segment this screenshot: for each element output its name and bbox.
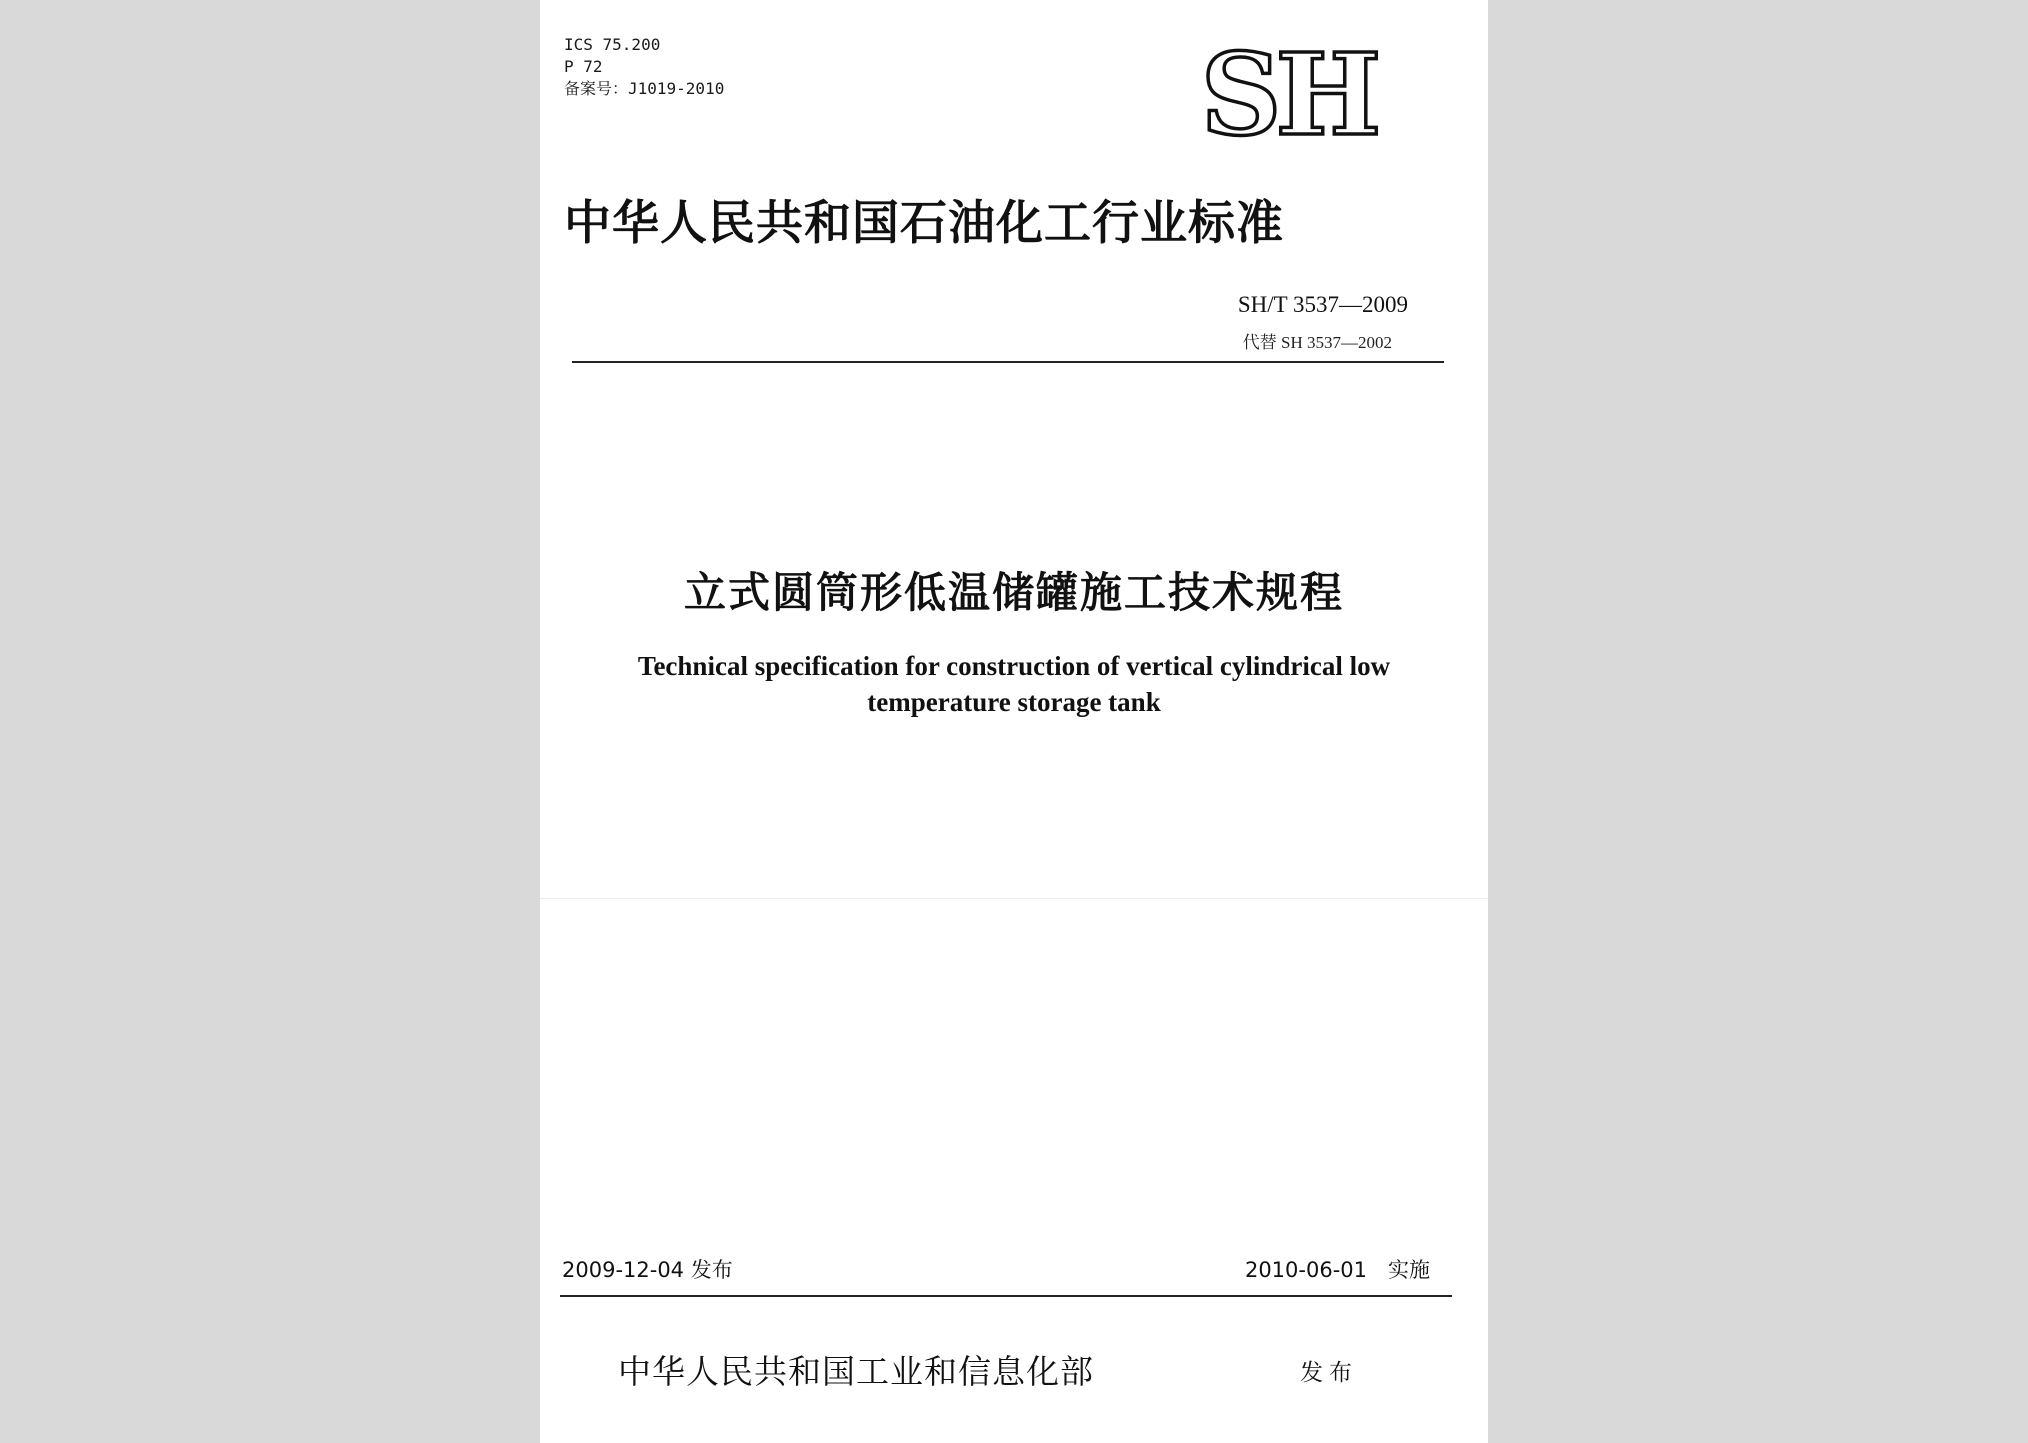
- issuing-authority: 中华人民共和国工业和信息化部: [618, 1352, 1094, 1391]
- ccs-code: P 72: [564, 57, 603, 76]
- sh-logo: [1176, 38, 1396, 148]
- classification-block: [564, 34, 724, 100]
- issuing-action: 发布: [1300, 1360, 1358, 1386]
- replaces-standard: 代替 SH 3537—2002: [1242, 333, 1392, 352]
- english-title-line-1: Technical specification for construction of vertical cylindrical low: [637, 651, 1391, 681]
- scan-fold-line: [540, 898, 1488, 899]
- document-title-chinese: 立式圆筒形低温储罐施工技术规程: [683, 568, 1344, 617]
- document-title-english: [540, 648, 1488, 720]
- standard-cover-page: [540, 0, 1488, 1443]
- filing-number: 备案号：J1019-2010: [564, 79, 725, 98]
- issue-date: 2009-12-04 发布: [562, 1258, 733, 1282]
- footer-divider: [560, 1295, 1452, 1297]
- ics-code: ICS 75.200: [564, 35, 661, 54]
- sh-logo-text: SH: [1200, 38, 1376, 148]
- header-divider: [572, 361, 1444, 363]
- english-title-line-2: temperature storage tank: [867, 687, 1161, 717]
- implementation-date: 2010-06-01 实施: [1244, 1258, 1430, 1282]
- industry-standard-title: 中华人民共和国石油化工行业标准: [564, 196, 1284, 251]
- standard-number: SH/T 3537—2009: [1237, 292, 1408, 317]
